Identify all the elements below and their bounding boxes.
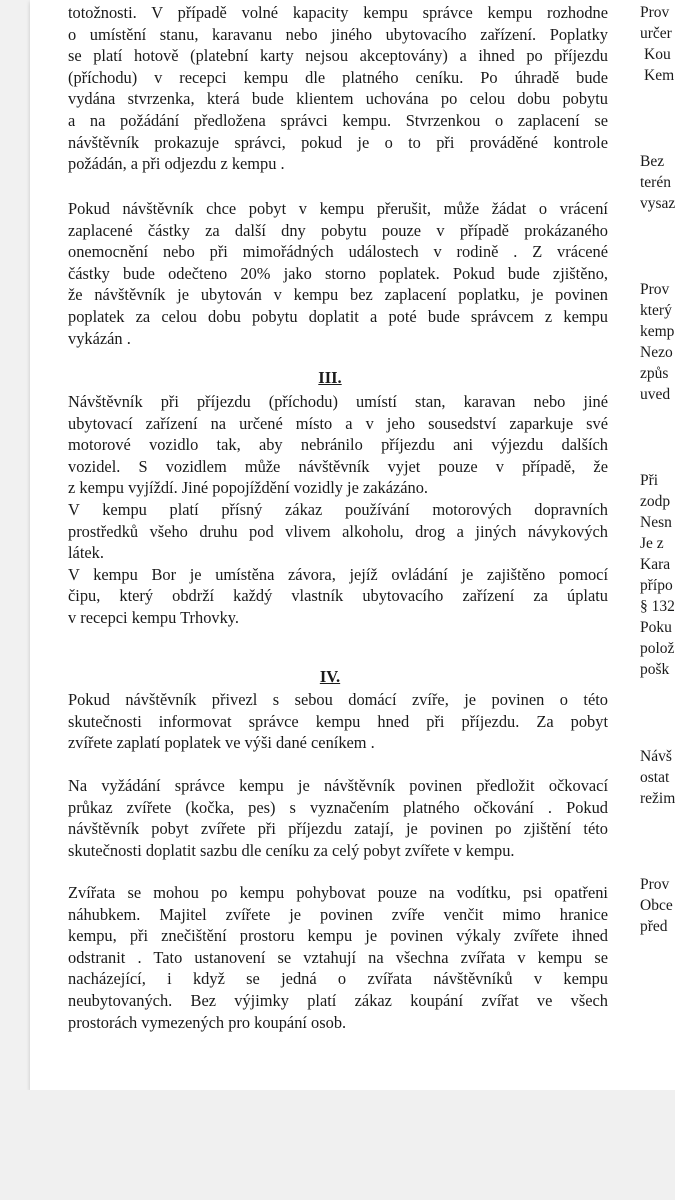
- text-line: náhubkem. Majitel zvířete je povinen zvíře venčit mimo hranice: [68, 904, 608, 924]
- side-text-line: uved: [640, 386, 671, 403]
- text-line: V kempu platí přísný zákaz používání motorových dopravních: [68, 499, 608, 519]
- text-line: návštěvník pobyt zvířete při příjezdu zatají, je povinen po zjištění této: [68, 819, 608, 839]
- side-text-line: Kou: [644, 46, 671, 63]
- text-line: Pokud návštěvník chce pobyt v kempu přerušit, může žádat o vrácení: [68, 199, 608, 218]
- text-line: onemocnění nebo při mimořádných událostech v rodině . Z vrácené: [68, 242, 608, 262]
- side-text-line: Je z: [640, 535, 664, 552]
- side-text-line: Obce: [640, 897, 673, 914]
- side-text-line: kemp: [640, 323, 675, 340]
- side-text-line: Kara: [640, 556, 671, 573]
- side-text-line: Návš: [640, 748, 672, 765]
- text-line: že návštěvník je ubytován v kempu bez zaplacení poplatku, je povinen: [68, 285, 608, 305]
- side-text-line: polož: [640, 640, 675, 657]
- text-line: průkaz zvířete (kočka, pes) s vyznačením platného očkování . Pokud: [68, 797, 608, 817]
- paragraph-fees: [68, 2, 608, 175]
- side-text-line: režim: [640, 790, 675, 807]
- side-text-line: Prov: [640, 281, 670, 298]
- text-line: látek.: [68, 543, 104, 563]
- text-line: Zvířata se mohou po kempu pohybovat pouze na vodítku, psi opatřeni: [68, 883, 608, 902]
- paragraph-pets: [68, 689, 608, 754]
- paragraph-vehicles: [68, 391, 608, 629]
- text-line: V kempu Bor je umístěna závora, jejíž ovládání je zajištěno pomocí: [68, 564, 608, 584]
- side-text-line: zodp: [640, 493, 671, 510]
- side-text-line: § 132: [640, 598, 675, 615]
- text-line: neubytovaných. Bez výjimky platí zákaz koupání zvířat ve všech: [68, 990, 608, 1010]
- text-line: kempu, při znečištění prostoru kempu je povinen výkaly zvířete ihned: [68, 926, 608, 946]
- text-line: (příchodu) v recepci kempu dle platného ceníku. Po úhradě bude: [68, 67, 608, 87]
- side-text-line: Nesn: [640, 514, 672, 531]
- text-line: skutečnosti informovat správce kempu hned při příjezdu. Za pobyt: [68, 711, 608, 731]
- text-line: a na požádání předložena správci kempu. Stvrzenkou o zaplacení se: [68, 110, 608, 130]
- text-line: zvířete zaplatí poplatek ve výši dané ceníkem .: [68, 733, 375, 753]
- text-line: Návštěvník při příjezdu (příchodu) umístí stan, karavan nebo jiné: [68, 392, 608, 411]
- text-line: z kempu vyjíždí. Jiné popojíždění vozidly je zakázáno.: [68, 478, 429, 498]
- side-text-line: terén: [640, 174, 671, 191]
- paragraph-vaccination: [68, 775, 608, 861]
- text-line: o umístění stanu, karavanu nebo jiného ubytovacího zařízení. Poplatky: [68, 24, 608, 44]
- side-text-line: Prov: [640, 4, 670, 21]
- text-line: odstranit . Tato ustanovení se vztahují na všechna zvířata v kempu se: [68, 947, 608, 967]
- side-text-line: který: [640, 302, 672, 319]
- side-text-line: ostat: [640, 769, 670, 786]
- text-line: v recepci kempu Trhovky.: [68, 607, 240, 627]
- text-line: Pokud návštěvník přivezl s sebou domácí zvíře, je povinen o této: [68, 690, 608, 709]
- text-line: vydána stvrzenka, která bude klientem uchována po celou dobu pobytu: [68, 89, 608, 109]
- side-text-line: Prov: [640, 876, 670, 893]
- section-heading-iv: IV.: [319, 667, 341, 686]
- side-text-line: před: [640, 918, 668, 935]
- text-line: návštěvník prokazuje správci, pokud je o to při prováděné kontrole: [68, 132, 608, 152]
- paragraph-interruption: [68, 198, 608, 349]
- text-line: požádán, a při odjezdu z kempu .: [68, 154, 285, 174]
- text-line: poplatek za celou dobu pobytu doplatit a poté bude správcem z kempu: [68, 306, 608, 326]
- text-line: skutečnosti doplatit sazbu dle ceníku za celý pobyt zvířete v kempu.: [68, 840, 515, 860]
- side-text-line: Bez: [640, 153, 665, 170]
- text-line: vykázán .: [68, 328, 131, 348]
- text-line: částky bude odečteno 20% jako storno poplatek. Pokud bude zjištěno,: [68, 263, 608, 283]
- section-heading-iii: III.: [318, 368, 342, 387]
- text-line: prostorách vymezených pro koupání osob.: [68, 1012, 347, 1032]
- side-text-line: určer: [640, 25, 672, 42]
- side-text-line: Při: [640, 472, 659, 489]
- side-text-line: způs: [640, 365, 669, 382]
- adjacent-page: [630, 0, 675, 1090]
- text-line: prostředků všeho druhu pod vlivem alkoholu, drog a jiných návykových: [68, 521, 608, 541]
- text-line: nacházející, i když se jedná o zvířata návštěvníků v kempu: [68, 969, 608, 989]
- side-text-line: Kem: [644, 67, 675, 84]
- side-text-line: vysaz: [640, 195, 675, 212]
- text-line: zaplacené částky za další dny pobytu pouze v případě prokázaného: [68, 220, 608, 240]
- text-line: totožnosti. V případě volné kapacity kempu správce kempu rozhodne: [68, 3, 608, 22]
- document-page: [30, 0, 630, 1090]
- side-text-line: Poku: [640, 619, 672, 636]
- text-line: se platí hotově (platební karty nejsou akceptovány) a ihned po příjezdu: [68, 46, 608, 66]
- text-line: motorové vozidlo tak, aby nebránilo příjezdu ani výjezdu dalších: [68, 435, 608, 455]
- text-line: Na vyžádání správce kempu je návštěvník povinen předložit očkovací: [68, 776, 608, 795]
- text-line: vozidel. S vozidlem může návštěvník vyjet pouze v případě, že: [68, 456, 608, 476]
- text-line: čipu, který obdrží každý vlastník ubytovacího zařízení za úplatu: [68, 586, 608, 606]
- side-text-line: přípo: [640, 577, 673, 594]
- paragraph-leash: [68, 882, 608, 1033]
- text-line: ubytovací zařízení na určené místo a v jeho sousedství zaparkuje své: [68, 413, 608, 433]
- side-text-line: Nezo: [640, 344, 673, 361]
- viewer-background: [0, 1090, 675, 1200]
- side-text-line: pošk: [640, 661, 670, 678]
